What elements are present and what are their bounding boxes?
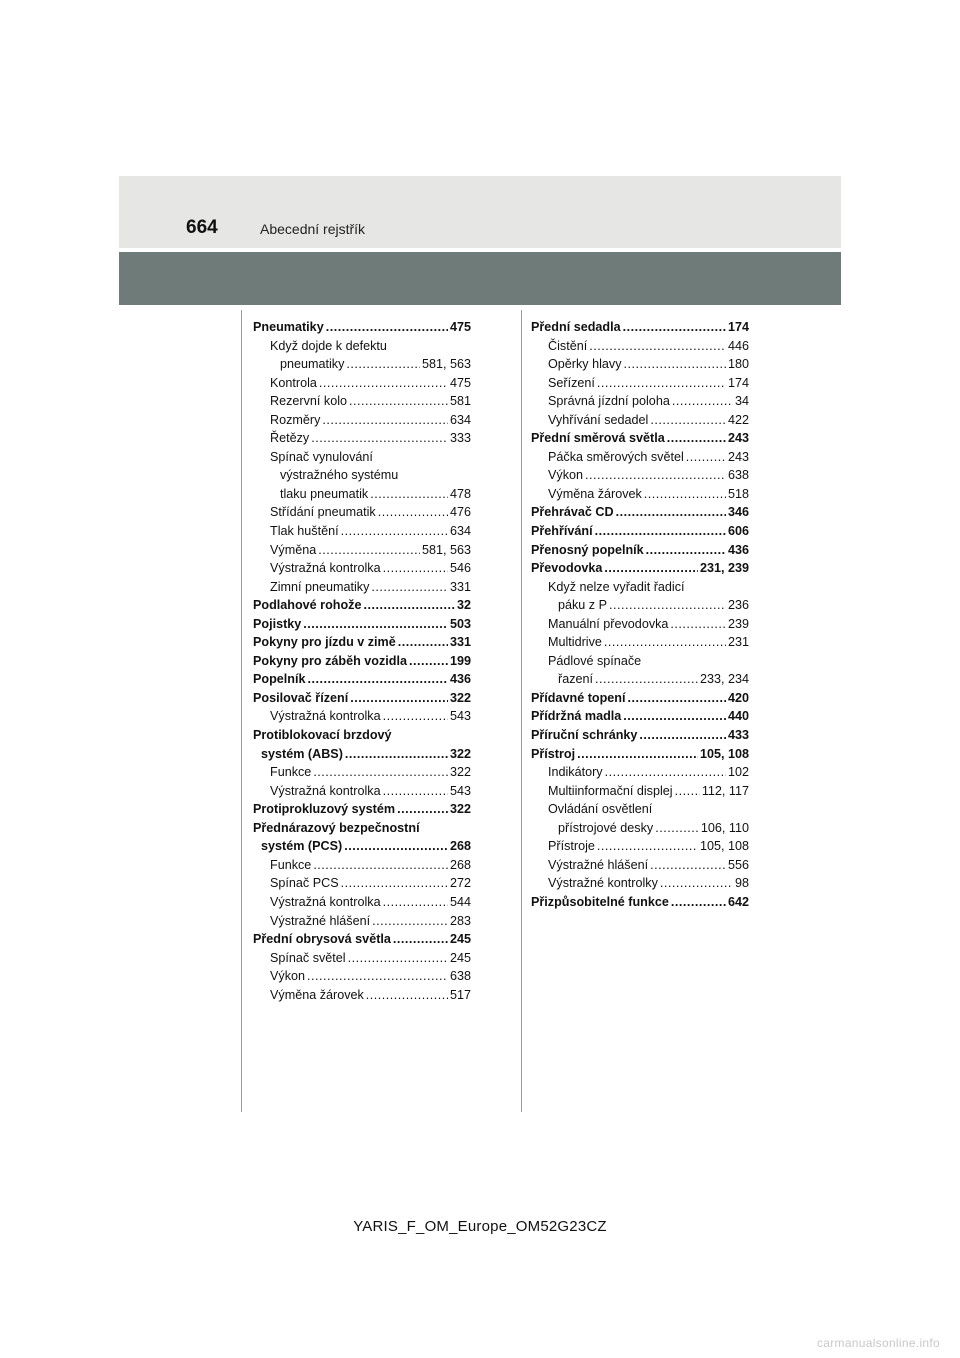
entry-label: Posilovač řízení <box>253 690 349 705</box>
entry-label: Multiinformační displej <box>548 783 673 798</box>
index-subentry <box>531 485 749 504</box>
entry-page-numbers: 638 <box>449 969 471 984</box>
dot-leader <box>326 318 448 337</box>
header-dark-band <box>119 252 841 305</box>
dot-leader <box>311 429 448 448</box>
dot-leader <box>409 652 448 671</box>
index-entry <box>531 522 749 541</box>
index-subentry <box>531 374 749 393</box>
entry-label: Protiblokovací brzdový <box>253 728 392 743</box>
index-entry <box>253 670 471 689</box>
index-entry <box>253 819 471 838</box>
entry-label: Výměna <box>270 542 317 557</box>
entry-label: Funkce <box>270 765 312 780</box>
entry-label: Čistění <box>548 338 588 353</box>
entry-label: Výměna žárovek <box>270 987 364 1002</box>
entry-label: Výměna žárovek <box>548 486 642 501</box>
entry-label: Rezervní kolo <box>270 394 347 409</box>
entry-label: Tlak huštění <box>270 524 339 539</box>
entry-label: Výkon <box>270 969 306 984</box>
dot-leader <box>595 522 726 541</box>
entry-page-numbers: 475 <box>449 320 471 334</box>
entry-page-numbers: 642 <box>727 894 749 909</box>
entry-label: Podlahové rohože <box>253 598 362 613</box>
entry-page-numbers: 581 <box>449 394 471 409</box>
entry-page-numbers: 606 <box>727 524 749 539</box>
index-entry <box>531 707 749 726</box>
entry-page-numbers: 268 <box>449 857 471 872</box>
index-entry <box>531 745 749 764</box>
entry-label: Pokyny pro jízdu v zimě <box>253 635 396 650</box>
dot-leader <box>639 726 726 745</box>
dot-leader <box>605 763 726 782</box>
dot-leader <box>627 689 726 708</box>
entry-label: Výstražná kontrolka <box>270 709 381 724</box>
dot-leader <box>604 633 726 652</box>
dot-leader <box>366 986 448 1005</box>
entry-label: Funkce <box>270 857 312 872</box>
index-subentry <box>531 411 749 430</box>
document-code: YARIS_F_OM_Europe_OM52G23CZ <box>353 1218 607 1235</box>
entry-label: Přizpůsobitelné funkce <box>531 894 669 909</box>
entry-label: Opěrky hlavy <box>548 357 622 372</box>
dot-leader <box>345 745 448 764</box>
dot-leader <box>646 541 726 560</box>
index-subentry <box>253 967 471 986</box>
index-subentry <box>253 893 471 912</box>
dot-leader <box>307 670 448 689</box>
entry-page-numbers: 518 <box>727 486 749 501</box>
dot-leader <box>350 689 448 708</box>
entry-page-numbers: 180 <box>727 357 749 372</box>
entry-page-numbers: 34 <box>734 394 749 409</box>
entry-page-numbers: 331 <box>449 635 471 650</box>
dot-leader <box>650 856 726 875</box>
dot-leader <box>624 355 726 374</box>
entry-page-numbers: 322 <box>449 765 471 780</box>
entry-label: přístrojové desky <box>558 820 654 835</box>
entry-page-numbers: 543 <box>449 783 471 798</box>
dot-leader <box>383 707 448 726</box>
dot-leader <box>398 633 448 652</box>
index-subentry <box>531 392 749 411</box>
index-entry <box>253 633 471 652</box>
dot-leader <box>672 392 733 411</box>
index-subentry <box>531 578 749 597</box>
dot-leader <box>670 615 726 634</box>
entry-page-numbers: 102 <box>727 765 749 780</box>
entry-page-numbers: 231 <box>727 635 749 650</box>
entry-label: Spínač PCS <box>270 876 339 891</box>
dot-leader <box>623 707 726 726</box>
index-subentry <box>253 466 471 485</box>
entry-page-numbers: 543 <box>449 709 471 724</box>
index-subentry <box>253 986 471 1005</box>
index-subentry <box>253 429 471 448</box>
index-subentry <box>531 615 749 634</box>
entry-page-numbers: 98 <box>734 876 749 891</box>
entry-label: Výstražné hlášení <box>548 857 649 872</box>
dot-leader <box>318 541 420 560</box>
entry-page-numbers: 544 <box>449 894 471 909</box>
index-subentry <box>531 782 749 801</box>
index-entry <box>531 541 749 560</box>
entry-label: Řetězy <box>270 431 310 446</box>
dot-leader <box>349 392 448 411</box>
dot-leader <box>597 374 726 393</box>
entry-label: Multidrive <box>548 635 602 650</box>
index-subentry <box>253 337 471 356</box>
entry-label: Výkon <box>548 468 584 483</box>
entry-page-numbers: 243 <box>727 431 749 446</box>
entry-label: Přídavné topení <box>531 690 626 705</box>
index-subentry <box>253 874 471 893</box>
dot-leader <box>671 893 726 912</box>
page-number: 664 <box>186 217 218 238</box>
index-entry <box>253 930 471 949</box>
index-subentry <box>253 411 471 430</box>
entry-label: Pádlové spínače <box>548 653 642 668</box>
entry-label: Indikátory <box>548 765 603 780</box>
entry-label: tlaku pneumatik <box>280 486 369 501</box>
entry-label: Pokyny pro záběh vozidla <box>253 653 407 668</box>
entry-page-numbers: 106, 110 <box>700 820 749 835</box>
entry-page-numbers: 199 <box>449 653 471 668</box>
dot-leader <box>686 448 726 467</box>
entry-label: Přední směrová světla <box>531 431 665 446</box>
dot-leader <box>371 578 448 597</box>
dot-leader <box>609 596 726 615</box>
index-column-left <box>253 318 471 1004</box>
index-subentry <box>253 912 471 931</box>
dot-leader <box>378 503 448 522</box>
dot-leader <box>303 615 448 634</box>
entry-label: Zimní pneumatiky <box>270 579 370 594</box>
entry-label: Kontrola <box>270 375 317 390</box>
column-rule-left <box>241 310 242 1112</box>
entry-page-numbers: 476 <box>449 505 471 520</box>
index-subentry <box>253 503 471 522</box>
entry-label: Výstražná kontrolka <box>270 783 381 798</box>
entry-label: Přístroje <box>548 839 595 854</box>
entry-page-numbers: 503 <box>449 616 471 631</box>
dot-leader <box>675 782 700 801</box>
dot-leader <box>667 429 726 448</box>
entry-label: Rozměry <box>270 412 321 427</box>
entry-page-numbers: 174 <box>727 320 749 334</box>
entry-page-numbers: 517 <box>449 987 471 1002</box>
entry-page-numbers: 634 <box>449 412 471 427</box>
entry-label: systém (PCS) <box>261 839 343 854</box>
index-subentry <box>531 670 749 689</box>
entry-page-numbers: 243 <box>727 449 749 464</box>
index-subentry <box>253 782 471 801</box>
index-subentry <box>531 856 749 875</box>
index-entry <box>531 893 749 912</box>
entry-label: Přednárazový bezpečnostní <box>253 820 420 835</box>
index-entry <box>253 726 471 745</box>
entry-label: Přídržná madla <box>531 709 622 724</box>
entry-page-numbers: 272 <box>449 876 471 891</box>
dot-leader <box>383 893 448 912</box>
dot-leader <box>650 411 726 430</box>
entry-label: pneumatiky <box>280 357 345 372</box>
index-subentry <box>253 578 471 597</box>
entry-page-numbers: 420 <box>727 690 749 705</box>
index-entry <box>253 318 471 337</box>
entry-page-numbers: 436 <box>727 542 749 557</box>
entry-page-numbers: 245 <box>449 950 471 965</box>
index-column-right <box>531 318 749 912</box>
dot-leader <box>307 967 448 986</box>
index-subentry <box>253 707 471 726</box>
entry-page-numbers: 478 <box>449 486 471 501</box>
entry-page-numbers: 283 <box>449 913 471 928</box>
entry-label: Příruční schránky <box>531 728 638 743</box>
entry-label: výstražného systému <box>280 468 399 483</box>
dot-leader <box>597 837 698 856</box>
entry-page-numbers: 436 <box>449 672 471 687</box>
dot-leader <box>346 355 420 374</box>
dot-leader <box>363 596 455 615</box>
index-subentry <box>253 485 471 504</box>
index-subentry <box>531 874 749 893</box>
entry-label: páku z P <box>558 598 608 613</box>
entry-label: Spínač světel <box>270 950 346 965</box>
entry-page-numbers: 546 <box>449 561 471 576</box>
index-subentry <box>253 448 471 467</box>
index-entry <box>253 652 471 671</box>
dot-leader <box>322 411 448 430</box>
entry-label: Střídání pneumatik <box>270 505 376 520</box>
entry-page-numbers: 105, 108 <box>699 746 749 761</box>
entry-page-numbers: 346 <box>727 505 749 520</box>
dot-leader <box>397 800 448 819</box>
index-subentry <box>531 819 749 838</box>
index-subentry <box>531 596 749 615</box>
entry-label: Přední sedadla <box>531 320 621 334</box>
index-subentry <box>253 763 471 782</box>
entry-label: Vyhřívání sedadel <box>548 412 649 427</box>
dot-leader <box>660 874 733 893</box>
index-subentry <box>253 392 471 411</box>
index-subentry <box>531 837 749 856</box>
entry-label: Seřízení <box>548 375 595 390</box>
entry-label: Výstražná kontrolka <box>270 894 381 909</box>
index-subentry <box>253 949 471 968</box>
index-entry <box>253 689 471 708</box>
dot-leader <box>348 949 448 968</box>
dot-leader <box>655 819 699 838</box>
entry-label: Protiprokluzový systém <box>253 802 396 817</box>
index-entry <box>531 318 749 337</box>
entry-page-numbers: 268 <box>449 839 471 854</box>
dot-leader <box>577 745 698 764</box>
entry-label: Když dojde k defektu <box>270 338 387 353</box>
index-entry <box>253 800 471 819</box>
watermark: carmanualsonline.info <box>816 1336 940 1350</box>
entry-label: Výstražné kontrolky <box>548 876 658 891</box>
entry-page-numbers: 333 <box>449 431 471 446</box>
entry-page-numbers: 112, 117 <box>701 783 749 798</box>
entry-page-numbers: 440 <box>727 709 749 724</box>
entry-page-numbers: 634 <box>449 524 471 539</box>
entry-label: řazení <box>558 672 594 687</box>
index-entry <box>253 745 471 764</box>
dot-leader <box>341 522 448 541</box>
dot-leader <box>383 782 448 801</box>
dot-leader <box>313 763 448 782</box>
index-subentry <box>531 800 749 819</box>
entry-label: Manuální převodovka <box>548 616 669 631</box>
entry-page-numbers: 581, 563 <box>421 542 471 557</box>
dot-leader <box>595 670 698 689</box>
entry-page-numbers: 32 <box>456 598 471 613</box>
index-entry <box>531 429 749 448</box>
dot-leader <box>341 874 448 893</box>
index-entry <box>531 503 749 522</box>
dot-leader <box>589 337 726 356</box>
entry-page-numbers: 322 <box>449 690 471 705</box>
header-band <box>119 176 841 248</box>
entry-page-numbers: 236 <box>727 598 749 613</box>
dot-leader <box>623 318 726 337</box>
index-entry <box>253 837 471 856</box>
dot-leader <box>616 503 726 522</box>
entry-page-numbers: 233, 234 <box>699 672 749 687</box>
index-subentry <box>253 559 471 578</box>
entry-label: Pojistky <box>253 616 302 631</box>
index-subentry <box>531 337 749 356</box>
entry-page-numbers: 475 <box>449 375 471 390</box>
column-rule-middle <box>521 310 522 1112</box>
index-subentry <box>531 466 749 485</box>
index-subentry <box>253 522 471 541</box>
index-subentry <box>253 541 471 560</box>
entry-page-numbers: 638 <box>727 468 749 483</box>
index-subentry <box>531 448 749 467</box>
index-subentry <box>253 355 471 374</box>
index-subentry <box>253 856 471 875</box>
index-entry <box>531 689 749 708</box>
entry-page-numbers: 581, 563 <box>421 357 471 372</box>
index-entry <box>253 596 471 615</box>
dot-leader <box>319 374 448 393</box>
entry-label: Přenosný popelník <box>531 542 644 557</box>
entry-label: Popelník <box>253 672 306 687</box>
entry-label: Přehrávač CD <box>531 505 614 520</box>
entry-page-numbers: 446 <box>727 338 749 353</box>
index-subentry <box>531 355 749 374</box>
dot-leader <box>370 485 448 504</box>
dot-leader <box>383 559 448 578</box>
index-entry <box>253 615 471 634</box>
entry-page-numbers: 422 <box>727 412 749 427</box>
dot-leader <box>604 559 698 578</box>
entry-page-numbers: 231, 239 <box>699 561 749 576</box>
entry-page-numbers: 245 <box>449 932 471 947</box>
entry-page-numbers: 322 <box>449 746 471 761</box>
entry-page-numbers: 556 <box>727 857 749 872</box>
index-entry <box>531 559 749 578</box>
index-entry <box>531 726 749 745</box>
index-subentry <box>253 374 471 393</box>
dot-leader <box>393 930 448 949</box>
dot-leader <box>372 912 448 931</box>
entry-label: Přední obrysová světla <box>253 932 391 947</box>
dot-leader <box>344 837 448 856</box>
section-title: Abecední rejstřík <box>260 221 366 237</box>
entry-page-numbers: 105, 108 <box>699 839 749 854</box>
entry-page-numbers: 174 <box>727 375 749 390</box>
entry-page-numbers: 322 <box>449 802 471 817</box>
entry-page-numbers: 331 <box>449 579 471 594</box>
dot-leader <box>585 466 726 485</box>
entry-label: Pneumatiky <box>253 320 324 334</box>
dot-leader <box>313 856 448 875</box>
entry-label: Správná jízdní poloha <box>548 394 670 409</box>
entry-label: Spínač vynulování <box>270 449 373 464</box>
index-subentry <box>531 652 749 671</box>
entry-label: Přehřívání <box>531 524 593 539</box>
entry-label: systém (ABS) <box>261 746 343 761</box>
entry-label: Ovládání osvětlení <box>548 802 653 817</box>
index-subentry <box>531 763 749 782</box>
entry-page-numbers: 433 <box>727 728 749 743</box>
entry-label: Přístroj <box>531 746 576 761</box>
entry-label: Páčka směrových světel <box>548 449 684 464</box>
dot-leader <box>644 485 726 504</box>
entry-page-numbers: 239 <box>727 616 749 631</box>
entry-label: Výstražná kontrolka <box>270 561 381 576</box>
index-subentry <box>531 633 749 652</box>
entry-label: Když nelze vyřadit řadicí <box>548 579 685 594</box>
entry-label: Výstražné hlášení <box>270 913 371 928</box>
entry-label: Převodovka <box>531 561 603 576</box>
